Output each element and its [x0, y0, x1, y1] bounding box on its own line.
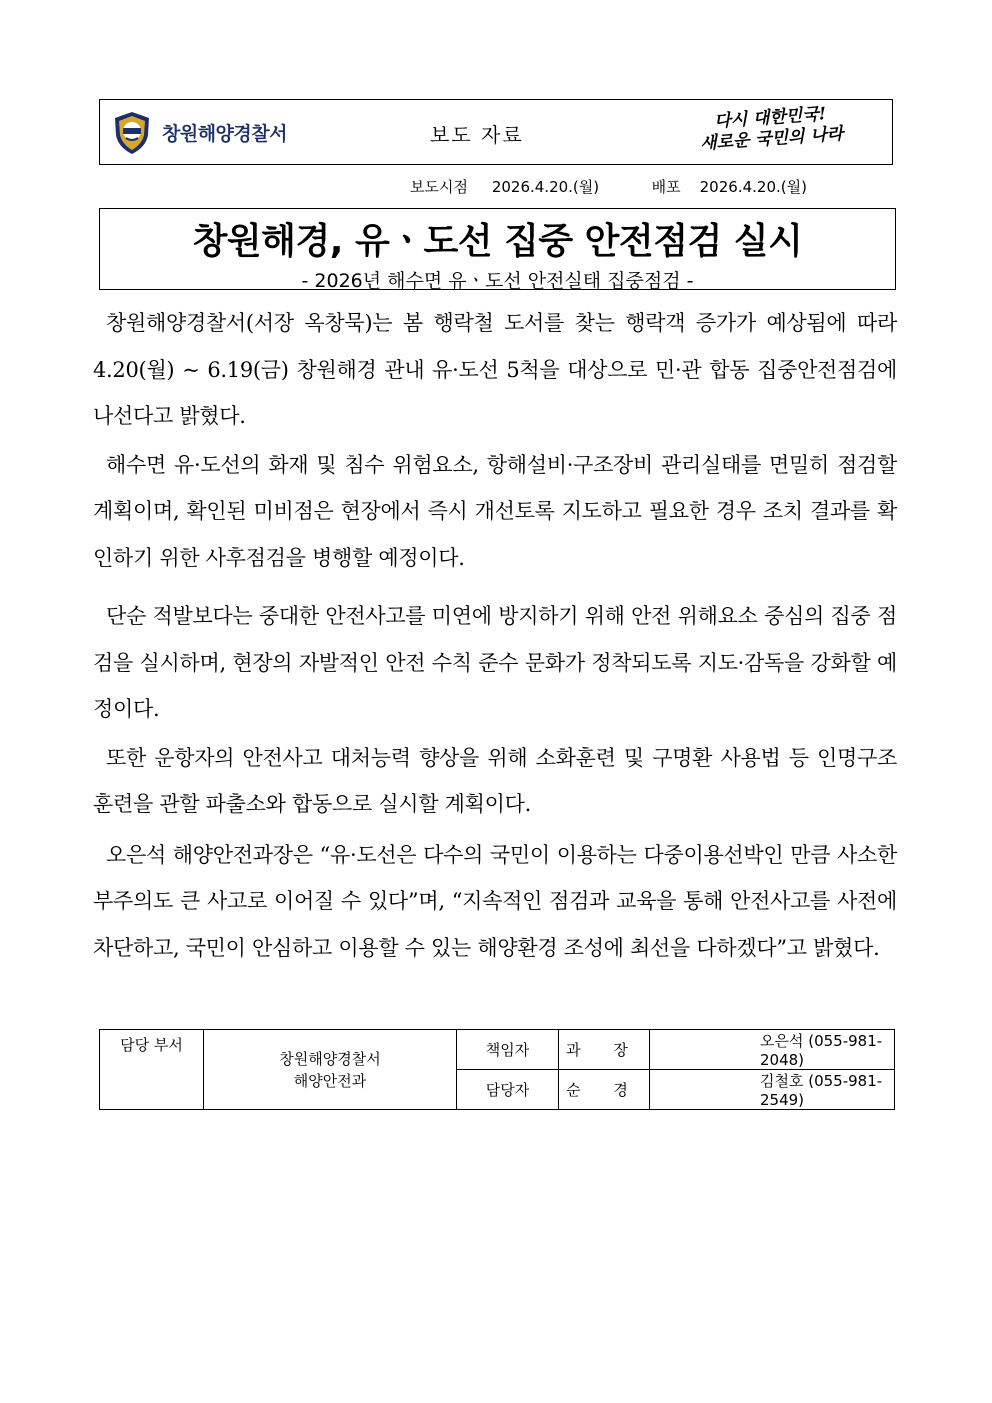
page-title: 창원해경, 유ㆍ도선 집중 안전점검 실시	[192, 221, 803, 262]
contact-name-phone: 오은석 (055-981-2048)	[650, 1030, 895, 1070]
release-label: 보도시점	[410, 178, 468, 196]
release-date: 2026.4.20.(월)	[491, 178, 600, 196]
contact-role: 책임자	[457, 1030, 559, 1070]
slogan	[675, 101, 867, 156]
dept-division-line: 해양안전과	[293, 1071, 367, 1090]
slogan-line-2: 새로운 국민의 나라	[699, 124, 844, 154]
dept-name	[204, 1030, 457, 1110]
title-box	[99, 208, 896, 290]
paragraph: 창원해양경찰서(서장 옥창묵)는 봄 행락철 도서를 찾는 행락객 증가가 예상됨에 따라 4.20(월) ~ 6.19(금) 창원해경 관내 유·도선 5척을 대상으로 민·관 합동 집중안전점검에 나선다고 밝혔다.	[93, 311, 897, 428]
contact-title: 순 경	[559, 1070, 650, 1110]
article-body	[93, 300, 897, 971]
dept-org-line: 창원해양경찰서	[279, 1049, 381, 1068]
release-dates	[410, 176, 807, 197]
table-row	[100, 1030, 895, 1070]
header-box	[99, 99, 893, 165]
coast-guard-emblem-icon	[112, 111, 152, 155]
paragraph: 단순 적발보다는 중대한 안전사고를 미연에 방지하기 위해 안전 위해요소 중심의 집중 점검을 실시하며, 현장의 자발적인 안전 수칙 준수 문화가 정착되도록 지도·감독을 강화할 예정이다.	[93, 604, 897, 721]
slogan-line-1: 다시 대한민국!	[713, 104, 827, 132]
contact-role: 담당자	[457, 1070, 559, 1110]
contact-title: 과 장	[559, 1030, 650, 1070]
distribution-date: 2026.4.20.(월)	[699, 178, 807, 196]
paragraph: 또한 운항자의 안전사고 대처능력 향상을 위해 소화훈련 및 구명환 사용법 등 인명구조 훈련을 관할 파출소와 합동으로 실시할 계획이다.	[93, 745, 897, 816]
contact-name-phone: 김철호 (055-981-2549)	[650, 1070, 895, 1110]
paragraph: 해수면 유·도선의 화재 및 침수 위험요소, 항해설비·구조장비 관리실태를 면밀히 점검할 계획이며, 확인된 미비점은 현장에서 즉시 개선토록 지도하고 필요한 경우 조치 결과를 확인하기 위한 사후점검을 병행할 예정이다.	[93, 452, 897, 570]
dept-label: 담당 부서	[100, 1030, 204, 1110]
contact-table	[99, 1029, 895, 1110]
doc-type-label: 보도 자료	[430, 123, 524, 147]
paragraph: 오은석 해양안전과장은 “유·도선은 다수의 국민이 이용하는 다중이용선박인 만큼 사소한 부주의도 큰 사고로 이어질 수 있다”며, “지속적인 점검과 교육을 통해 안전사고를 사전에 차단하고, 국민이 안심하고 이용할 수 있는 해양환경 조성에 최선을 다하겠다”고 밝혔다.	[93, 842, 897, 960]
distribution-label: 배포	[651, 178, 681, 196]
org-name: 창원해양경찰서	[162, 123, 287, 145]
page-subtitle: - 2026년 해수면 유ㆍ도선 안전실태 집중점검 -	[301, 270, 694, 292]
